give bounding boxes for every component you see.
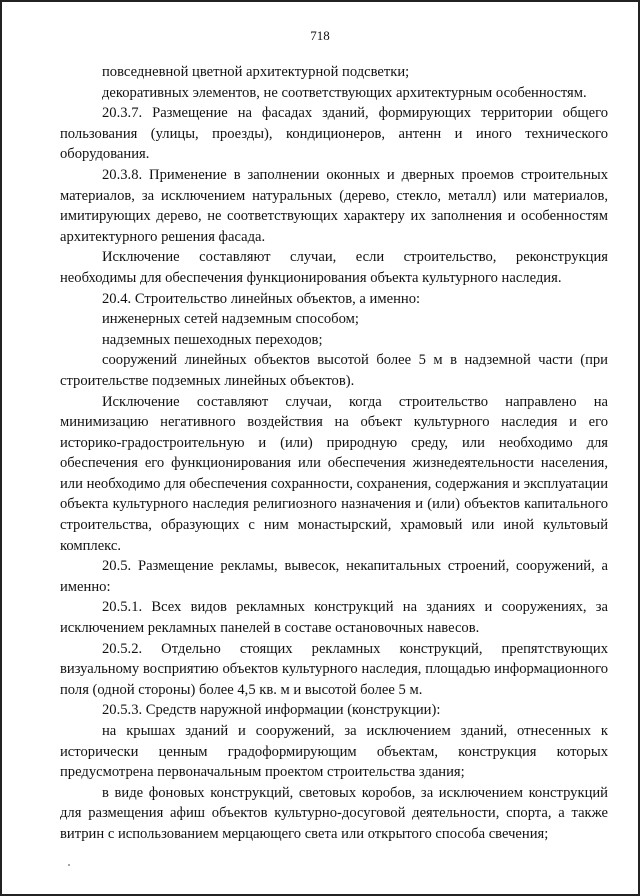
paragraph: 20.5.1. Всех видов рекламных конструкций на зданиях и сооружениях, за исключением рекламных панелей в составе остановочных навесов. [60, 599, 608, 637]
paragraph: повседневной цветной архитектурной подсветки; [102, 64, 410, 80]
paragraph: 20.5.2. Отдельно стоящих рекламных конструкций, препятствующих визуальному восприятию объектов культурного наследия, площадью информационного поля (одной стороны) более 4,5 кв. м и высотой более 5 м. [60, 640, 608, 698]
paragraph: Исключение составляют случаи, если строительство, реконструкция необходимы для обеспечения функционирования объекта культурного наследия. [60, 249, 608, 286]
paragraph: 20.4. Строительство линейных объектов, а именно: [102, 290, 421, 307]
paragraph: Исключение составляют случаи, когда строительство направлено на минимизацию негативного воздействия на объект культурного наследия и его историко-градостроительную и (или) природную среду, или необходимо для обеспечения его функционирования или обеспечения жизнедеятельности населения, или необходимо для обеспечения сохранности, сохранения, содержания и эксплуатации объекта культурного наследия религиозного назначения и (или) объектов капитального строительства, образующих с ним монастырский, храмовый или иной культовый комплекс. [60, 393, 608, 554]
paragraph: 20.5.3. Средств наружной информации (конструкции): [102, 702, 441, 719]
paragraph: надземных пешеходных переходов; [102, 331, 323, 348]
paragraph: сооружений линейных объектов высотой более 5 м в надземной части (при строительстве подземных линейных объектов). [60, 352, 608, 389]
paragraph: на крышах зданий и сооружений, за исключением зданий, отнесенных к исторически ценным градоформирующим объектам, конструкция которых предусмотрена первоначальным проектом строительства здания; [60, 723, 608, 781]
document-body [60, 62, 608, 845]
paragraph: 20.3.8. Применение в заполнении оконных и дверных проемов строительных материалов, за исключением натуральных (дерево, стекло, металл) или материалов, имитирующих дерево, не соответствующих характеру их заполнения и особенностям архитектурного решения фасада. [60, 166, 608, 245]
scan-speck [68, 864, 70, 866]
paragraph: инженерных сетей надземным способом; [102, 311, 359, 328]
paragraph: 20.3.7. Размещение на фасадах зданий, формирующих территории общего пользования (улицы, проезды), кондиционеров, антенн и иного технического оборудования. [60, 105, 608, 163]
paragraph: декоративных элементов, не соответствующих архитектурным особенностям. [102, 84, 587, 101]
paragraph: в виде фоновых конструкций, световых коробов, за исключением конструкций для размещения афиш объектов культурно-досуговой деятельности, спорта, а также витрин с использованием мерцающего света или открытого способа свечения; [60, 784, 608, 842]
page-number: 718 [310, 28, 330, 43]
paragraph: 20.5. Размещение рекламы, вывесок, некапитальных строений, сооружений, а именно: [60, 558, 608, 595]
